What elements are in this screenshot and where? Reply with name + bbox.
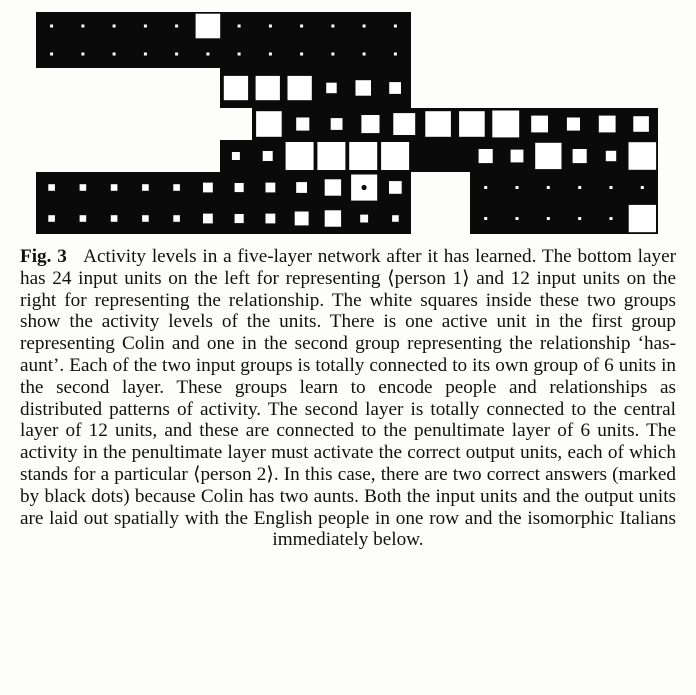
unit-activity-square [360, 215, 368, 223]
unit-activity-square [331, 118, 343, 130]
unit-activity-square [296, 118, 309, 131]
unit-activity-square [492, 111, 519, 138]
unit-activity-square [235, 214, 244, 223]
unit-activity-square [196, 14, 221, 39]
network-activity-figure [0, 0, 696, 240]
unit-activity-square [629, 205, 656, 232]
unit-activity-square [326, 83, 337, 94]
unit-activity-square [80, 215, 87, 222]
unit-activity-square [173, 184, 180, 191]
unit-activity-square [50, 25, 53, 28]
unit-activity-square [349, 142, 377, 170]
unit-activity-square [633, 116, 649, 132]
unit-activity-square [48, 215, 55, 222]
unit-activity-square [394, 25, 397, 28]
unit-activity-square [479, 149, 493, 163]
unit-activity-square [81, 25, 84, 28]
unit-activity-square [325, 179, 341, 195]
figure-label: Fig. 3 [20, 246, 67, 267]
unit-activity-square [142, 184, 149, 191]
unit-activity-square [235, 183, 244, 192]
unit-activity-square [175, 25, 178, 28]
unit-activity-square [317, 142, 345, 170]
unit-activity-square [286, 142, 314, 170]
unit-activity-square [389, 181, 402, 194]
unit-activity-square [361, 115, 379, 133]
unit-activity-square [547, 217, 550, 220]
unit-activity-square [144, 53, 147, 56]
unit-activity-square [238, 25, 241, 28]
unit-activity-square [50, 53, 53, 56]
unit-activity-square [389, 82, 401, 94]
correct-answer-dot [362, 185, 367, 190]
unit-activity-square [296, 182, 307, 193]
unit-activity-square [266, 214, 276, 224]
unit-activity-square [206, 53, 209, 56]
unit-activity-square [516, 217, 519, 220]
unit-activity-square [288, 76, 312, 100]
unit-activity-square [641, 186, 644, 189]
unit-activity-square [573, 149, 587, 163]
unit-activity-square [610, 186, 613, 189]
unit-activity-square [175, 53, 178, 56]
unit-activity-square [381, 142, 409, 170]
unit-activity-square [173, 215, 180, 222]
unit-activity-square [80, 184, 87, 191]
unit-activity-square [256, 76, 280, 100]
unit-activity-square [356, 80, 372, 96]
unit-activity-square [232, 152, 240, 160]
layer-block [252, 108, 658, 140]
unit-activity-square [547, 186, 550, 189]
unit-activity-square [81, 53, 84, 56]
unit-activity-square [266, 183, 276, 193]
unit-activity-square [425, 111, 451, 137]
unit-activity-square [48, 184, 55, 191]
unit-activity-square [113, 25, 116, 28]
unit-activity-square [256, 111, 282, 137]
unit-activity-square [224, 76, 248, 100]
unit-activity-square [606, 151, 616, 161]
unit-activity-square [269, 25, 272, 28]
unit-activity-square [567, 118, 580, 131]
unit-activity-square [363, 25, 366, 28]
unit-activity-square [363, 53, 366, 56]
unit-activity-square [300, 25, 303, 28]
unit-activity-square [111, 215, 118, 222]
unit-activity-square [203, 214, 213, 224]
unit-activity-square [629, 142, 657, 170]
unit-activity-square [111, 184, 118, 191]
unit-activity-square [113, 53, 116, 56]
unit-activity-square [142, 215, 149, 222]
unit-activity-square [238, 53, 241, 56]
unit-activity-square [325, 210, 341, 226]
unit-activity-square [331, 25, 334, 28]
caption-text: Activity levels in a five-layer network after it has learned. The bottom layer has 24 input units on the left for representing ⟨person 1⟩ and 12 input units on the right for representing the relationship. The white squares inside these two groups show the activity levels of the units. There is one active unit in the first group representing Colin and one in the second group representing the relationship ‘has-aunt’. Each of the two input groups is totally connected to its own group of 6 units in the second layer. These groups learn to encode people and relationships as distributed patterns of activity. The second layer is totally connected to the central layer of 12 units, and these are connected to the penultimate layer of 6 units. The activity in the penultimate layer must activate the correct output units, each of which stands for a particular ⟨person 2⟩. In this case, there are two correct answers (marked by black dots) because Colin has two aunts. Both the input units and the output units are laid out spatially with the English people in one row and the isomorphic Italians immediately below. [20, 246, 676, 551]
unit-activity-square [599, 116, 616, 133]
unit-activity-square [263, 151, 273, 161]
unit-activity-square [392, 215, 399, 222]
layer-block [36, 12, 411, 68]
unit-activity-square [144, 25, 147, 28]
unit-activity-square [484, 186, 487, 189]
unit-activity-square [459, 111, 485, 137]
layer-block [220, 68, 411, 108]
figure-caption [20, 246, 676, 551]
unit-activity-square [269, 53, 272, 56]
unit-activity-square [484, 217, 487, 220]
unit-activity-square [203, 183, 213, 193]
unit-activity-square [331, 53, 334, 56]
unit-activity-square [531, 116, 548, 133]
unit-activity-square [295, 212, 309, 226]
unit-activity-square [535, 143, 561, 169]
unit-activity-square [610, 217, 613, 220]
unit-activity-square [516, 186, 519, 189]
unit-activity-square [394, 53, 397, 56]
unit-activity-square [511, 150, 524, 163]
unit-activity-square [393, 113, 415, 135]
unit-activity-square [578, 217, 581, 220]
unit-activity-square [300, 53, 303, 56]
unit-activity-square [578, 186, 581, 189]
